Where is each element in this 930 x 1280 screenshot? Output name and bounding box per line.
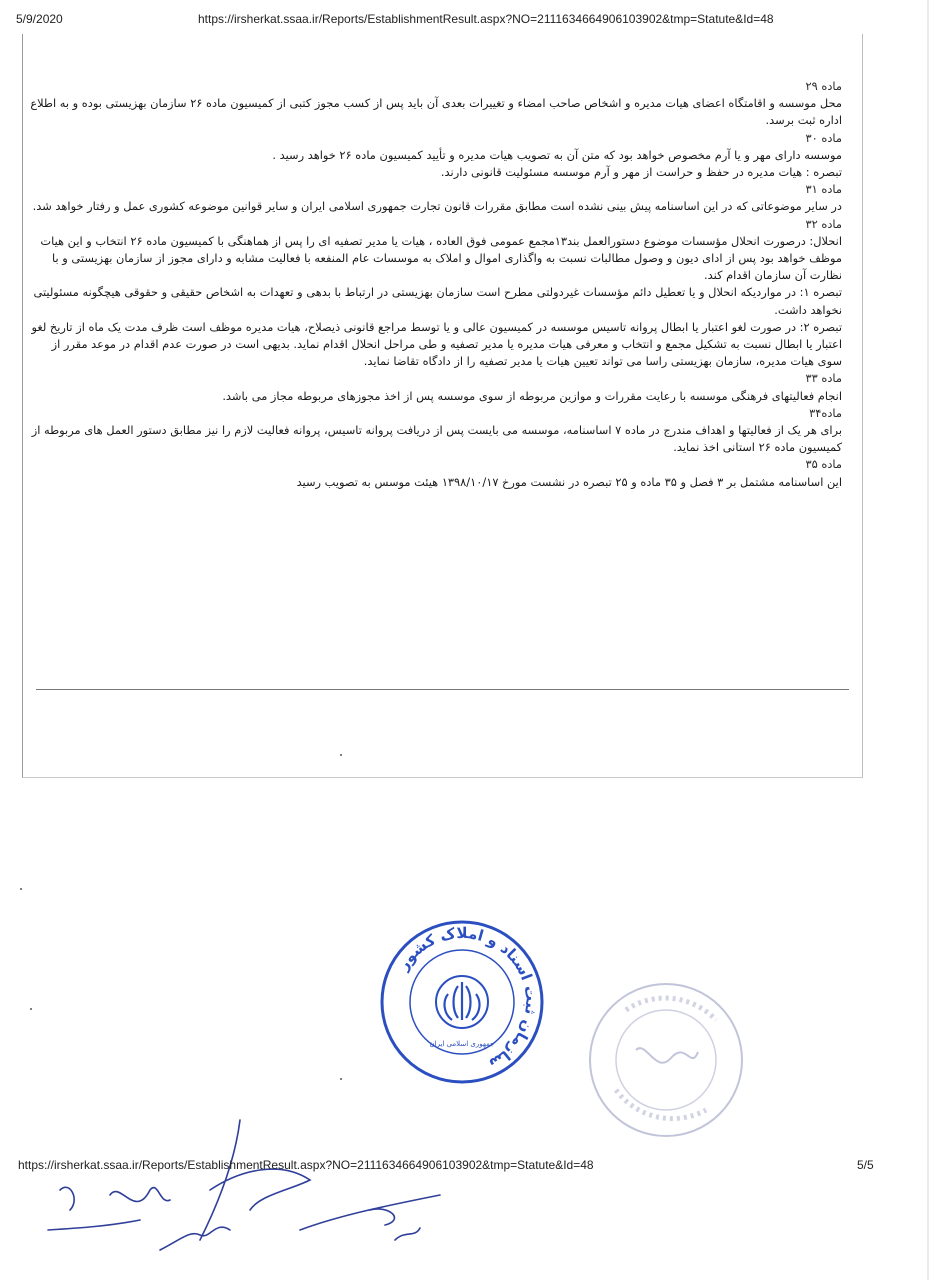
signature-stroke [60,1187,74,1210]
article-text: انحلال: درصورت انحلال مؤسسات موضوع دستورالعمل بند۱۳مجمع عمومی فوق العاده ، هیات یا مدیر تصفیه ای را پس از هماهنگی با کمیسیون ماده ۲۶ انتخاب و این هیات موظف خواهد بود پس از ادای دیون و وصول مطالبات نسبت به واگذاری اموال و املاک به موسسات عام المنفعه با فعالیت مشابه و دارای مجوز از سازمان بهزیستی و با نظارت آن سازمان اقدام کند. [40,233,842,283]
print-date: 5/9/2020 [16,12,63,26]
article-heading: ماده ۳۵ [805,457,842,472]
signature-stroke [110,1188,170,1202]
article-heading: ماده ۲۹ [805,79,842,93]
article-heading: ماده ۳۲ [805,216,842,231]
institute-stamp [586,980,746,1140]
stamp-ring-text: سازمان ثبت اسناد و املاک کشور [394,923,541,1074]
registration-stamp [378,918,546,1086]
signature-stroke [160,1227,230,1250]
print-footer-url: https://irsherkat.ssaa.ir/Reports/EstablishmentResult.aspx?NO=2111634664906103902&tmp=Statute&Id=48 [18,1158,594,1172]
signature-stroke [200,1120,310,1240]
scan-speck [340,1078,342,1080]
article-heading: ماده ۳۳ [805,371,842,386]
separator-line [36,689,849,690]
print-header-url: https://irsherkat.ssaa.ir/Reports/EstablishmentResult.aspx?NO=2111634664906103902&tmp=Statute&Id=48 [198,12,774,26]
article-heading: ماده ۳۰ [805,130,842,145]
article-text: انجام فعالیتهای فرهنگی موسسه با رعایت مقررات و موازین مربوطه از سوی موسسه پس از اخذ مجوزهای مربوطه مجاز می باشد. [222,388,842,403]
article-text: در سایر موضوعاتی که در این اساسنامه پیش بینی نشده است مطابق مقررات قانون تجارت جمهوری اسلامی ایران و سایر قوانین موضوعه کشوری عمل و رفتار خواهد شد. [32,199,842,214]
scan-speck [20,888,22,890]
signature-stroke [395,1228,420,1240]
article-text: این اساسنامه مشتمل بر ۳ فصل و ۳۵ ماده و ۲۵ تبصره در نشست مورخ ۱۳۹۸/۱۰/۱۷ هیئت موسس به تصویب رسید [296,474,842,489]
article-heading: ماده۳۴ [809,405,842,420]
handwritten-signatures [40,1110,470,1260]
page-edge [920,0,930,1280]
scan-speck [30,1008,32,1010]
article-text: محل موسسه و اقامتگاه اعضای هیات مدیره و اشخاص صاحب امضاء و تغییرات بعدی آن باید پس از کسب مجوز کتبی از کمیسیون ماده ۲۶ سازمان بهزیستی بوده و به اطلاع اداره ثبت برسد. [30,96,842,128]
article-text: موسسه دارای مهر و یا آرم مخصوص خواهد بود که متن آن به تصویب هیات مدیره و تأیید کمیسیون ماده ۲۶ خواهد رسید . [272,147,842,162]
note-text: تبصره ۲: در صورت لغو اعتبار یا ابطال پروانه تاسیس موسسه در کمیسیون عالی و یا توسط مراجع قانونی ذیصلاح، هیات مدیره موظف است ظرف مدت یک ماه از تاریخ لغو اعتبار یا ابطال نسبت به تشکیل مجمع و انتخاب و معرفی هیات مدیره یا مدیر تصفیه و طی مراحل انحلال اقدام نماید. بدیهی است در صورت عدم اقدام در موعد مقرر از سوی هیات مدیره، سازمان بهزیستی راسا می تواند تعیین هیات یا مدیر تصفیه را از دادگاه تقاضا نماید. [31,319,842,369]
signature-stroke [300,1195,440,1230]
emblem-icon [436,976,488,1028]
statute-body [30,78,842,491]
note-text: تبصره : هیات مدیره در حفظ و حراست از مهر و آرم موسسه مسئولیت قانونی دارند. [440,165,842,180]
scan-speck [340,754,342,756]
article-text: برای هر یک از فعالیتها و اهداف مندرج در ماده ۷ اساسنامه، موسسه می بایست پس از دریافت پروانه تاسیس، پروانه فعالیت لازم را نیز مطابق دستور العمل های مربوطه از کمیسیون ماده ۲۶ استانی اخذ نماید. [31,423,842,455]
article-heading: ماده ۳۱ [805,182,842,197]
page-number: 5/5 [857,1158,874,1172]
signature-stroke [48,1220,140,1230]
stamp-inner-text: جمهوری اسلامی ایران [429,1040,495,1048]
note-text: تبصره ۱: در مواردیکه انحلال و یا تعطیل دائم مؤسسات غیردولتی مطرح است سازمان بهزیستی در ارتباط با بدهی و تعهدات به اشخاص حقیقی و حقوقی هیچگونه مسئولیتی نخواهد داشت. [33,285,842,317]
